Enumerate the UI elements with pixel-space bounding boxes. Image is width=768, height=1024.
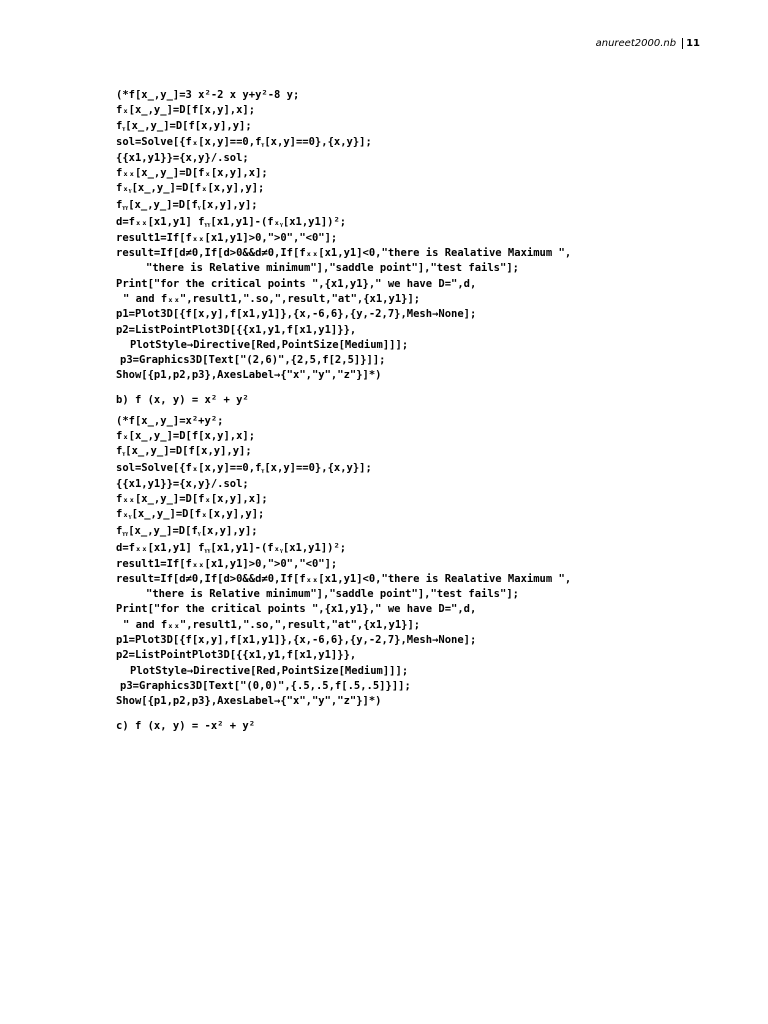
page-number: 11 (682, 38, 700, 49)
code-line: p3=Graphics3D[Text["(0,0)",{.5,.5,f[.5,.5]}]]; (120, 679, 411, 692)
notebook-filename: anureet2000.nb (595, 38, 677, 49)
section-heading-b: b) f (x, y) = x² + y² (116, 393, 249, 406)
code-cell-a[interactable] (116, 88, 646, 384)
code-line: result=If[d≠0,If[d>0&&d≠0,If[fₓₓ[x1,y1]<0,"there is Realative Maximum ", (116, 247, 572, 260)
code-line: " and fₓₓ",result1,".so,",result,"at",{x1,y1}]; (123, 618, 421, 631)
code-line: fₓ[x_,y_]=D[f[x,y],x]; (116, 430, 256, 443)
code-line: sol=Solve[{fₓ[x,y]==0,fᵧ[x,y]==0},{x,y}]; (116, 135, 372, 148)
page-header (560, 38, 700, 49)
code-line: d=fₓₓ[x1,y1] fᵧᵧ[x1,y1]-(fₓᵧ[x1,y1])²; (116, 541, 347, 554)
code-line: fₓₓ[x_,y_]=D[fₓ[x,y],x]; (116, 492, 268, 505)
code-line: {{x1,y1}}={x,y}/.sol; (116, 477, 249, 490)
code-line: fₓᵧ[x_,y_]=D[fₓ[x,y],y]; (116, 182, 265, 195)
code-line: p3=Graphics3D[Text["(2,6)",{2,5,f[2,5]}]]; (120, 354, 386, 367)
code-line: " and fₓₓ",result1,".so,",result,"at",{x1,y1}]; (123, 292, 421, 305)
code-cell-b[interactable] (116, 414, 646, 710)
code-line: {{x1,y1}}={x,y}/.sol; (116, 151, 249, 164)
code-line: fᵧᵧ[x_,y_]=D[fᵧ[x,y],y]; (116, 198, 258, 211)
section-heading-c: c) f (x, y) = -x² + y² (116, 719, 256, 732)
code-line: fᵧᵧ[x_,y_]=D[fᵧ[x,y],y]; (116, 524, 258, 537)
code-line: p2=ListPointPlot3D[{{x1,y1,f[x1,y1]}}, (116, 323, 357, 336)
code-line: "there is Relative minimum"],"saddle point"],"test fails"]; (146, 262, 519, 275)
code-line: PlotStyle→Directive[Red,PointSize[Medium]]]; (130, 338, 409, 351)
code-line: "there is Relative minimum"],"saddle point"],"test fails"]; (146, 588, 519, 601)
code-line: result1=If[fₓₓ[x1,y1]>0,">0","<0"]; (116, 231, 338, 244)
code-line: fₓ[x_,y_]=D[f[x,y],x]; (116, 104, 256, 117)
code-line: (*f[x_,y_]=3 x²-2 x y+y²-8 y; (116, 89, 300, 101)
code-line: fₓᵧ[x_,y_]=D[fₓ[x,y],y]; (116, 508, 265, 521)
code-line: Print["for the critical points ",{x1,y1}," we have D=",d, (116, 603, 477, 616)
code-line: Show[{p1,p2,p3},AxesLabel→{"x","y","z"}]*) (116, 369, 382, 382)
code-line: result=If[d≠0,If[d>0&&d≠0,If[fₓₓ[x1,y1]<0,"there is Realative Maximum ", (116, 572, 572, 585)
code-line: sol=Solve[{fₓ[x,y]==0,fᵧ[x,y]==0},{x,y}]; (116, 461, 372, 474)
notebook-content (116, 88, 646, 734)
code-line: p1=Plot3D[{f[x,y],f[x1,y1]},{x,-6,6},{y,-2,7},Mesh→None]; (116, 634, 477, 647)
code-line: Show[{p1,p2,p3},AxesLabel→{"x","y","z"}]*) (116, 695, 382, 708)
code-line: d=fₓₓ[x1,y1] fᵧᵧ[x1,y1]-(fₓᵧ[x1,y1])²; (116, 215, 347, 228)
code-line: p1=Plot3D[{f[x,y],f[x1,y1]},{x,-6,6},{y,-2,7},Mesh→None]; (116, 308, 477, 321)
code-line: result1=If[fₓₓ[x1,y1]>0,">0","<0"]; (116, 557, 338, 570)
code-line: fᵧ[x_,y_]=D[f[x,y],y]; (116, 445, 252, 458)
code-line: fᵧ[x_,y_]=D[f[x,y],y]; (116, 119, 252, 132)
code-line: PlotStyle→Directive[Red,PointSize[Medium]]]; (130, 664, 409, 677)
code-line: Print["for the critical points ",{x1,y1}," we have D=",d, (116, 277, 477, 290)
code-line: p2=ListPointPlot3D[{{x1,y1,f[x1,y1]}}, (116, 649, 357, 662)
code-line: fₓₓ[x_,y_]=D[fₓ[x,y],x]; (116, 167, 268, 180)
code-line: (*f[x_,y_]=x²+y²; (116, 414, 224, 427)
